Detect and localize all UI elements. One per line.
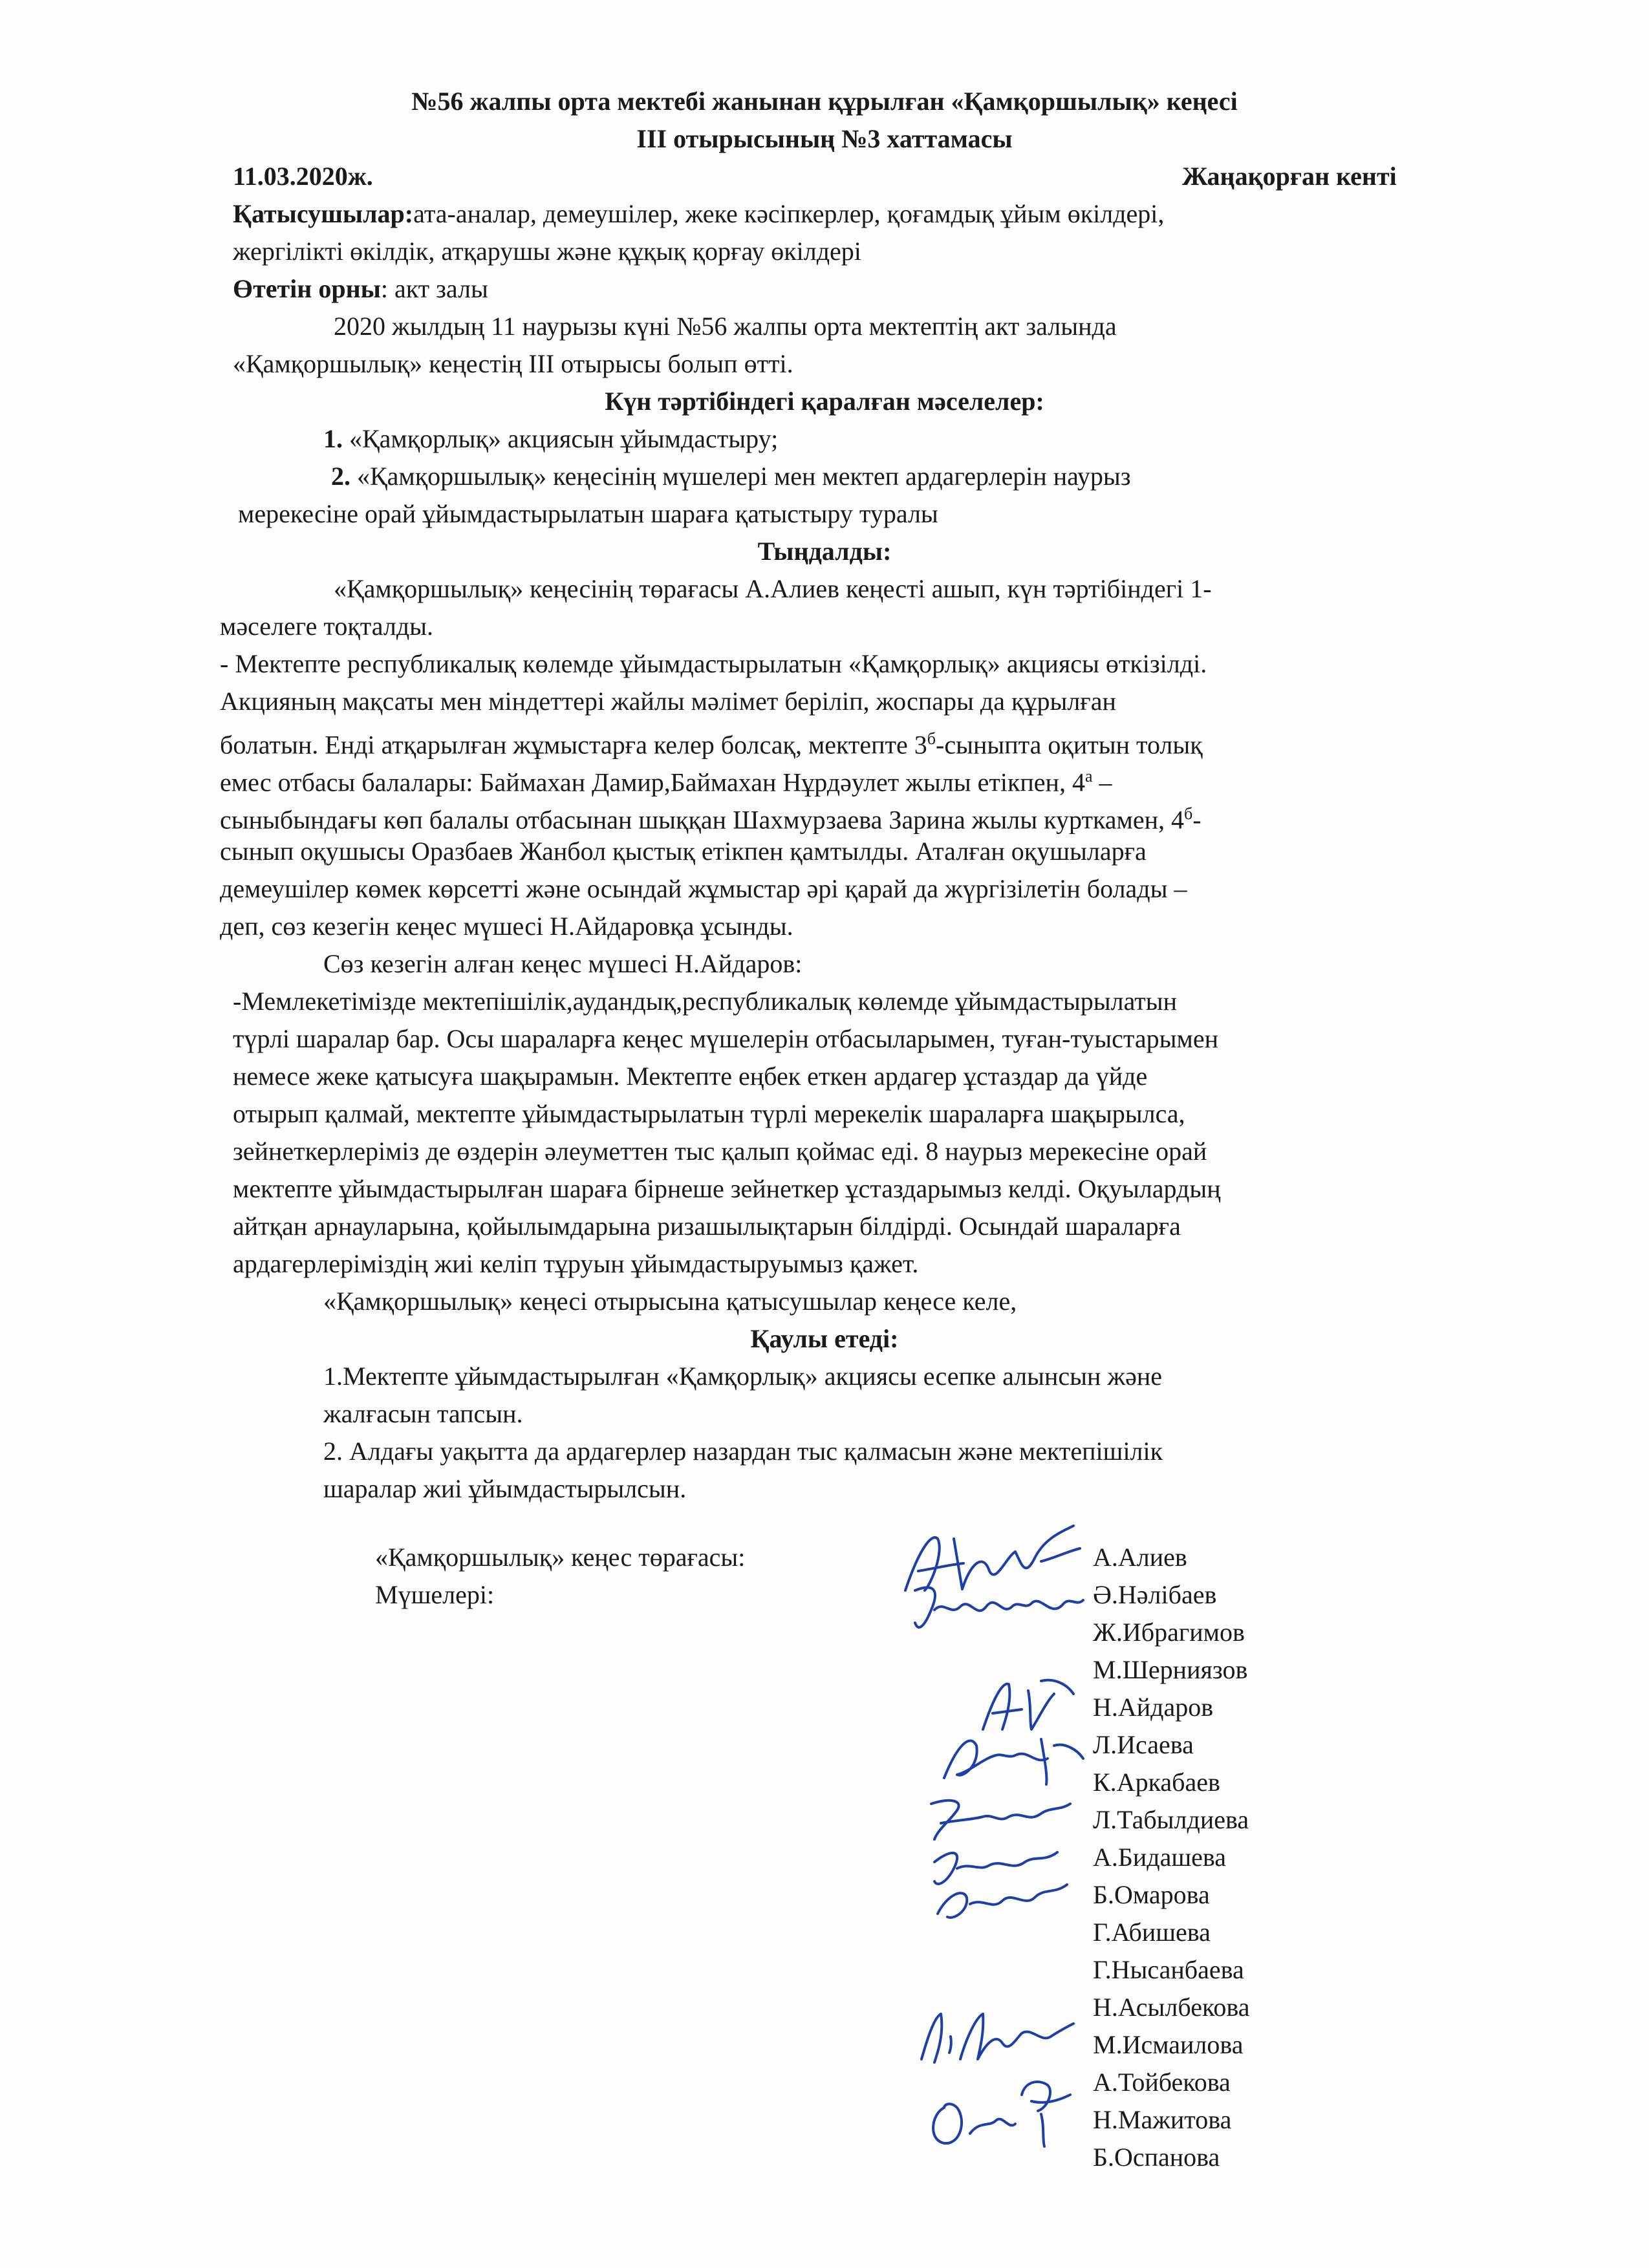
agenda-item-2-number: 2. — [331, 462, 350, 491]
class-superscript-b: б — [927, 729, 936, 748]
venue-line — [233, 270, 488, 308]
resolution-item-1-line2: жалғасын тапсын. — [323, 1399, 523, 1428]
signature-members-group — [918, 1784, 1086, 1933]
document-title-line1: №56 жалпы орта мектебі жанынан құрылған «Қамқоршылық» кеңесі — [411, 87, 1238, 116]
participants-line1 — [233, 195, 1487, 233]
listened-line-6-text: емес отбасы балалары: Баймахан Дамир,Баймахан Нұрдәулет жылы етікпен, 4 — [220, 767, 1085, 797]
intro-line2: «Қамқоршылық» кеңестің III отырысы болып өтті. — [233, 349, 793, 378]
signature-member-2 — [905, 1571, 1093, 1642]
member-name: Н.Мажитова — [1093, 2105, 1232, 2134]
chair-label: «Қамқоршылық» кеңес төрағасы: — [375, 1543, 746, 1572]
speech-line-2: түрлі шаралар бар. Осы шараларға кеңес мүшелерін отбасыларымен, туған-туыстарымен — [233, 1024, 1219, 1053]
agenda-item-1-text: «Қамқорлық» акциясын ұйымдастыру; — [343, 424, 779, 453]
listened-line-4: Акцияның мақсаты мен міндеттері жайлы мәлімет беріліп, жоспары да құрылған — [220, 687, 1116, 716]
listened-line-1: «Қамқоршылық» кеңесінің төрағасы А.Алиев кеңесті ашып, күн тәртібіндегі 1- — [334, 574, 1212, 603]
member-name: Ж.Ибрагимов — [1093, 1618, 1245, 1647]
listened-line-7-tail: - — [1192, 805, 1202, 835]
listened-line-8: сынып оқушысы Оразбаев Жанбол қыстық етікпен қамтылды. Аталған оқушыларға — [220, 837, 1147, 866]
agenda-item-1-number: 1. — [323, 424, 343, 453]
listened-line-5-text: болатын. Енді атқарылған жұмыстарға келер болсақ, мектепте 3 — [220, 730, 927, 760]
agenda-item-2-continued: мерекесіне орай ұйымдастырылатын шараға қатыстыру туралы — [238, 499, 938, 528]
signature-member-16 — [918, 2069, 1086, 2153]
document-date: 11.03.2020ж. — [233, 162, 373, 191]
members-label: Мүшелері: — [375, 1580, 495, 1609]
member-name: М.Шерниязов — [1093, 1655, 1248, 1684]
listened-line-2: мәселеге тоқталды. — [220, 612, 434, 641]
member-name: Б.Омарова — [1093, 1880, 1210, 1909]
participants-text: ата-аналар, демеушілер, жеке кәсіпкерлер, қоғамдық ұйым өкілдері, — [413, 199, 1165, 228]
member-name: Л.Табылдиева — [1093, 1805, 1249, 1834]
member-name: Н.Асылбекова — [1093, 1993, 1250, 2022]
member-name: Г.Абишева — [1093, 1918, 1211, 1947]
agenda-item-2-text: «Қамқоршылық» кеңесінің мүшелері мен мектеп ардагерлерін наурыз — [350, 462, 1131, 491]
resolution-heading: Қаулы етеді: — [750, 1324, 899, 1353]
signature-member-14 — [905, 1998, 1086, 2069]
speech-line-4: отырып қалмай, мектепте ұйымдастырылатын түрлі мерекелік шараларға шақырылса, — [233, 1099, 1185, 1128]
resolution-item-1-line1: 1.Мектепте ұйымдастырылған «Қамқорлық» акциясы есепке алынсын және — [323, 1362, 1163, 1391]
listened-line-5-tail: -сыныпта оқитын толық — [936, 730, 1203, 760]
member-name: Н.Айдаров — [1093, 1693, 1214, 1722]
member-name: А.Алиев — [1093, 1543, 1187, 1572]
participants-line2: жергілікті өкілдік, атқарушы және құқық қорғау өкілдері — [233, 237, 861, 266]
listened-line-7-text: сыныбындағы көп балалы отбасынан шыққан Шахмурзаева Зарина жылы курткамен, 4 — [220, 805, 1184, 835]
agenda-item-2 — [331, 458, 1131, 495]
listened-line-9: демеушілер көмек көрсетті және осындай жұмыстар әрі қарай да жүргізілетін болады – — [220, 874, 1187, 903]
participants-label: Қатысушылар: — [233, 199, 414, 228]
speech-line-3: немесе жеке қатысуға шақырамын. Мектепте еңбек еткен ардагер ұстаздар да үйде — [233, 1062, 1148, 1091]
intro-line1: 2020 жылдың 11 наурызы күні №56 жалпы орта мектептің акт залында — [334, 312, 1117, 341]
member-name: Л.Исаева — [1093, 1730, 1194, 1759]
class-superscript-b-2: б — [1184, 804, 1193, 823]
member-name: Ә.Нәлібаев — [1093, 1580, 1217, 1609]
speech-closing: «Қамқоршылық» кеңесі отырысына қатысушылар кеңесе келе, — [323, 1287, 1017, 1316]
member-name: Б.Оспанова — [1093, 2143, 1220, 2172]
listened-line-6-tail: – — [1092, 767, 1112, 797]
member-name: М.Исмаилова — [1093, 2030, 1244, 2059]
speech-line-5: зейнеткерлеріміз де өздерін әлеуметтен тыс қалып қоймас еді. 8 наурыз мерекесіне орай — [233, 1137, 1207, 1166]
agenda-heading: Күн тәртібіндегі қаралған мәселелер: — [605, 387, 1044, 416]
speech-line-7: айтқан арнауларына, қойылымдарына ризашылықтарын білдірді. Осындай шараларға — [233, 1212, 1181, 1241]
resolution-item-2-line2: шаралар жиі ұйымдастырылсын. — [323, 1474, 687, 1503]
venue-value: : акт залы — [380, 274, 488, 303]
speech-line-1: -Мемлекетімізде мектепішілік,аудандық,республикалық көлемде ұйымдастырылатын — [233, 987, 1178, 1016]
member-name: Г.Нысанбаева — [1093, 1955, 1244, 1984]
venue-label: Өтетін орны — [233, 274, 381, 303]
member-name: А.Бидашева — [1093, 1843, 1227, 1872]
speech-line-8: ардагерлеріміздің жиі келіп тұруын ұйымдастыруымыз қажет. — [233, 1249, 919, 1278]
listened-line-3: - Мектепте республикалық көлемде ұйымдастырылатын «Қамқорлық» акциясы өткізілді. — [220, 649, 1207, 678]
speech-line-6: мектепте ұйымдастырылған шараға бірнеше зейнеткер ұстаздарымыз келді. Оқуылардың — [233, 1174, 1221, 1203]
signature-member-6 — [931, 1720, 1093, 1791]
agenda-item-1 — [323, 420, 778, 458]
listened-line-10: деп, сөз кезегін кеңес мүшесі Н.Айдаровқа ұсынды. — [220, 912, 793, 941]
resolution-item-2-line1: 2. Алдағы уақытта да ардагерлер назардан тыс қалмасын және мектепішілік — [323, 1437, 1163, 1466]
member-name: А.Тойбекова — [1093, 2068, 1231, 2097]
member-name: К.Аркабаев — [1093, 1768, 1220, 1797]
document-place: Жаңақорған кенті — [1182, 162, 1397, 191]
speech-intro: Сөз кезегін алған кеңес мүшесі Н.Айдаров: — [323, 949, 803, 978]
class-superscript-a: а — [1084, 767, 1093, 786]
listened-heading: Тыңдалды: — [757, 537, 892, 566]
document-title-line2: III отырысының №3 хаттамасы — [636, 124, 1013, 153]
